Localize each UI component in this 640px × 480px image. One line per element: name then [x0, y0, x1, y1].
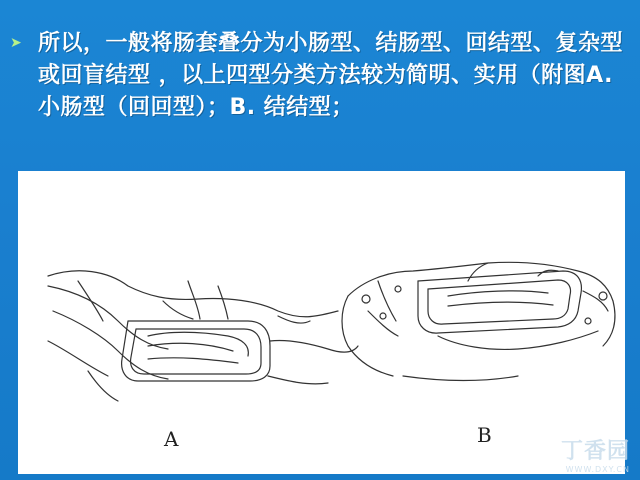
- panel-b-label: B: [477, 423, 492, 447]
- bullet-row: [10, 28, 630, 124]
- panel-a-drawing: [48, 271, 358, 401]
- panel-b-drawing: [342, 262, 615, 380]
- watermark-text: 丁香园: [560, 439, 630, 464]
- arrow-bullet-icon: ➤: [10, 35, 22, 51]
- watermark-logo: [561, 434, 630, 474]
- panel-a-label: A: [164, 427, 179, 451]
- watermark-url: WWW.DXY.CN: [565, 465, 630, 474]
- bullet-text: 所以，一般将肠套叠分为小肠型、结肠型、回结型、复杂型或回盲结型 ，以上四型分类方法较为简明、实用（附图A.小肠型（回回型）；B. 结结型；: [38, 31, 624, 120]
- illustration-figure: [18, 171, 625, 474]
- intussusception-drawing: [18, 171, 625, 474]
